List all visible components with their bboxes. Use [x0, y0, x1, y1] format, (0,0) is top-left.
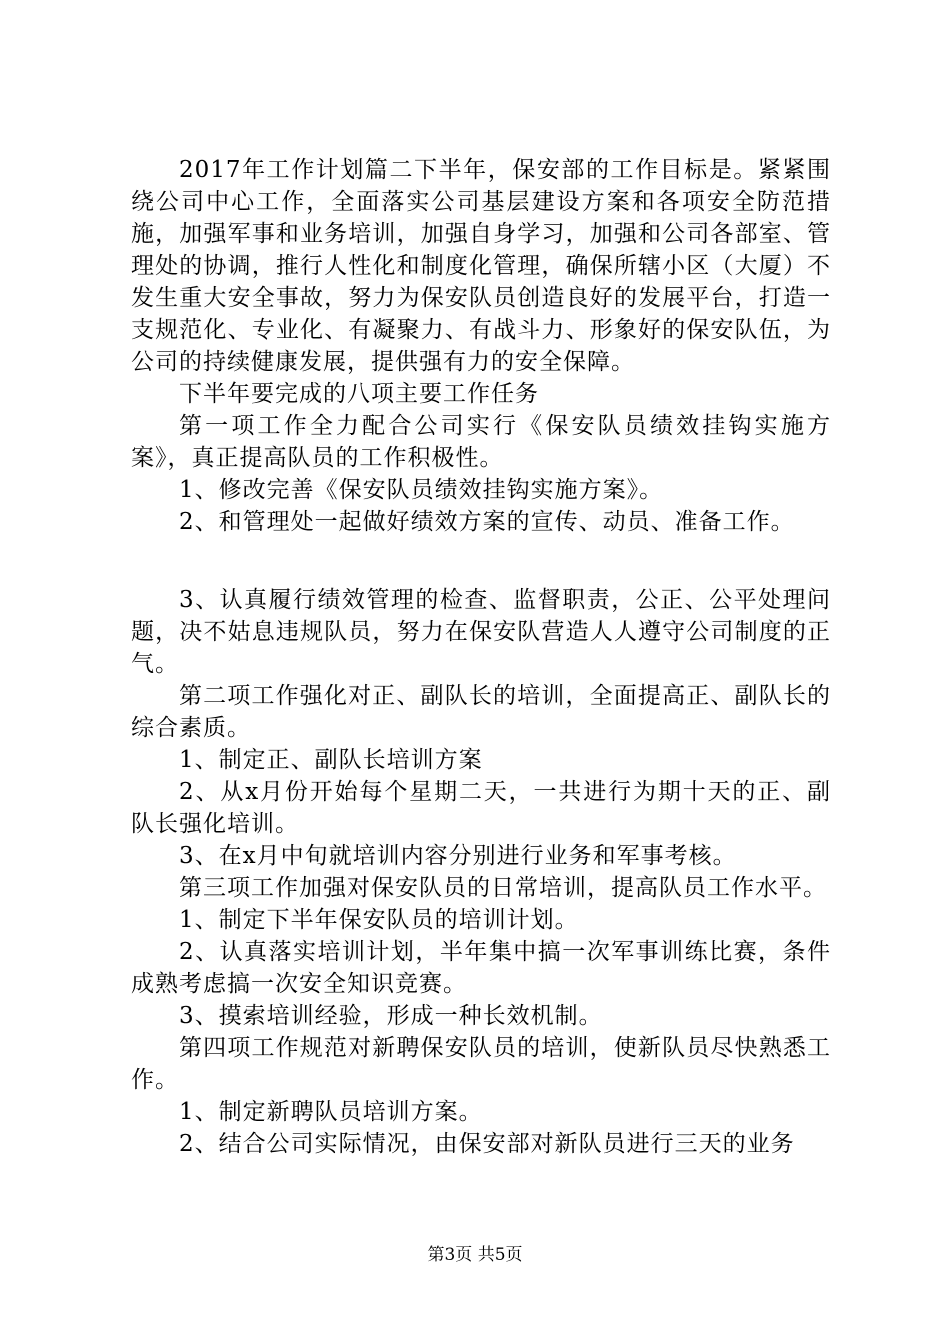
paragraph-task-3-item-1: 1、制定下半年保安队员的培训计划。 [179, 907, 579, 933]
paragraph-task-2: 第二项工作强化对正、副队长的培训，全面提高正、副队长的综合素质。 [131, 683, 831, 741]
paragraph-task-2-item-2: 2、从x月份开始每个星期二天，一共进行为期十天的正、副队长强化培训。 [131, 779, 831, 837]
paragraph-task-3-item-2: 2、认真落实培训计划，半年集中搞一次军事训练比赛，条件成熟考虑搞一次安全知识竞赛。 [131, 939, 831, 997]
paragraph-task-4-item-2: 2、结合公司实际情况，由保安部对新队员进行三天的业务 [179, 1131, 795, 1157]
paragraph-intro: 2017年工作计划篇二下半年，保安部的工作目标是。紧紧围绕公司中心工作，全面落实公司基层建设方案和各项安全防范措施，加强军事和业务培训，加强自身学习，加强和公司各部室、管理处的协调，推行人性化和制度化管理，确保所辖小区（大厦）不发生重大安全事故，努力为保安队员创造良好的发展平台，打造一支规范化、专业化、有凝聚力、有战斗力、形象好的保安队伍，为公司的持续健康发展，提供强有力的安全保障。 [131, 157, 831, 375]
paragraph-task-1-item-2: 2、和管理处一起做好绩效方案的宣传、动员、准备工作。 [179, 509, 795, 535]
paragraph-task-3-item-3: 3、摸索培训经验，形成一种长效机制。 [179, 1003, 603, 1029]
paragraph-task-1: 第一项工作全力配合公司实行《保安队员绩效挂钩实施方案》，真正提高队员的工作积极性。 [131, 413, 831, 471]
paragraph-task-heading: 下半年要完成的八项主要工作任务 [179, 381, 539, 407]
document-body [131, 154, 831, 1160]
paragraph-task-4: 第四项工作规范对新聘保安队员的培训，使新队员尽快熟悉工作。 [131, 1035, 831, 1093]
paragraph-task-4-item-1: 1、制定新聘队员培训方案。 [179, 1099, 483, 1125]
paragraph-task-1-item-1: 1、修改完善《保安队员绩效挂钩实施方案》。 [179, 477, 664, 503]
paragraph-task-1-item-3: 3、认真履行绩效管理的检查、监督职责，公正、公平处理问题，决不姑息违规队员，努力在保安队营造人人遵守公司制度的正气。 [131, 587, 831, 677]
paragraph-spacer [131, 538, 831, 584]
paragraph-task-2-item-1: 1、制定正、副队长培训方案 [179, 747, 483, 773]
page-footer: 第3页 共5页 [427, 1245, 523, 1265]
paragraph-task-3: 第三项工作加强对保安队员的日常培训，提高队员工作水平。 [179, 875, 827, 901]
paragraph-task-2-item-3: 3、在x月中旬就培训内容分别进行业务和军事考核。 [179, 843, 737, 869]
